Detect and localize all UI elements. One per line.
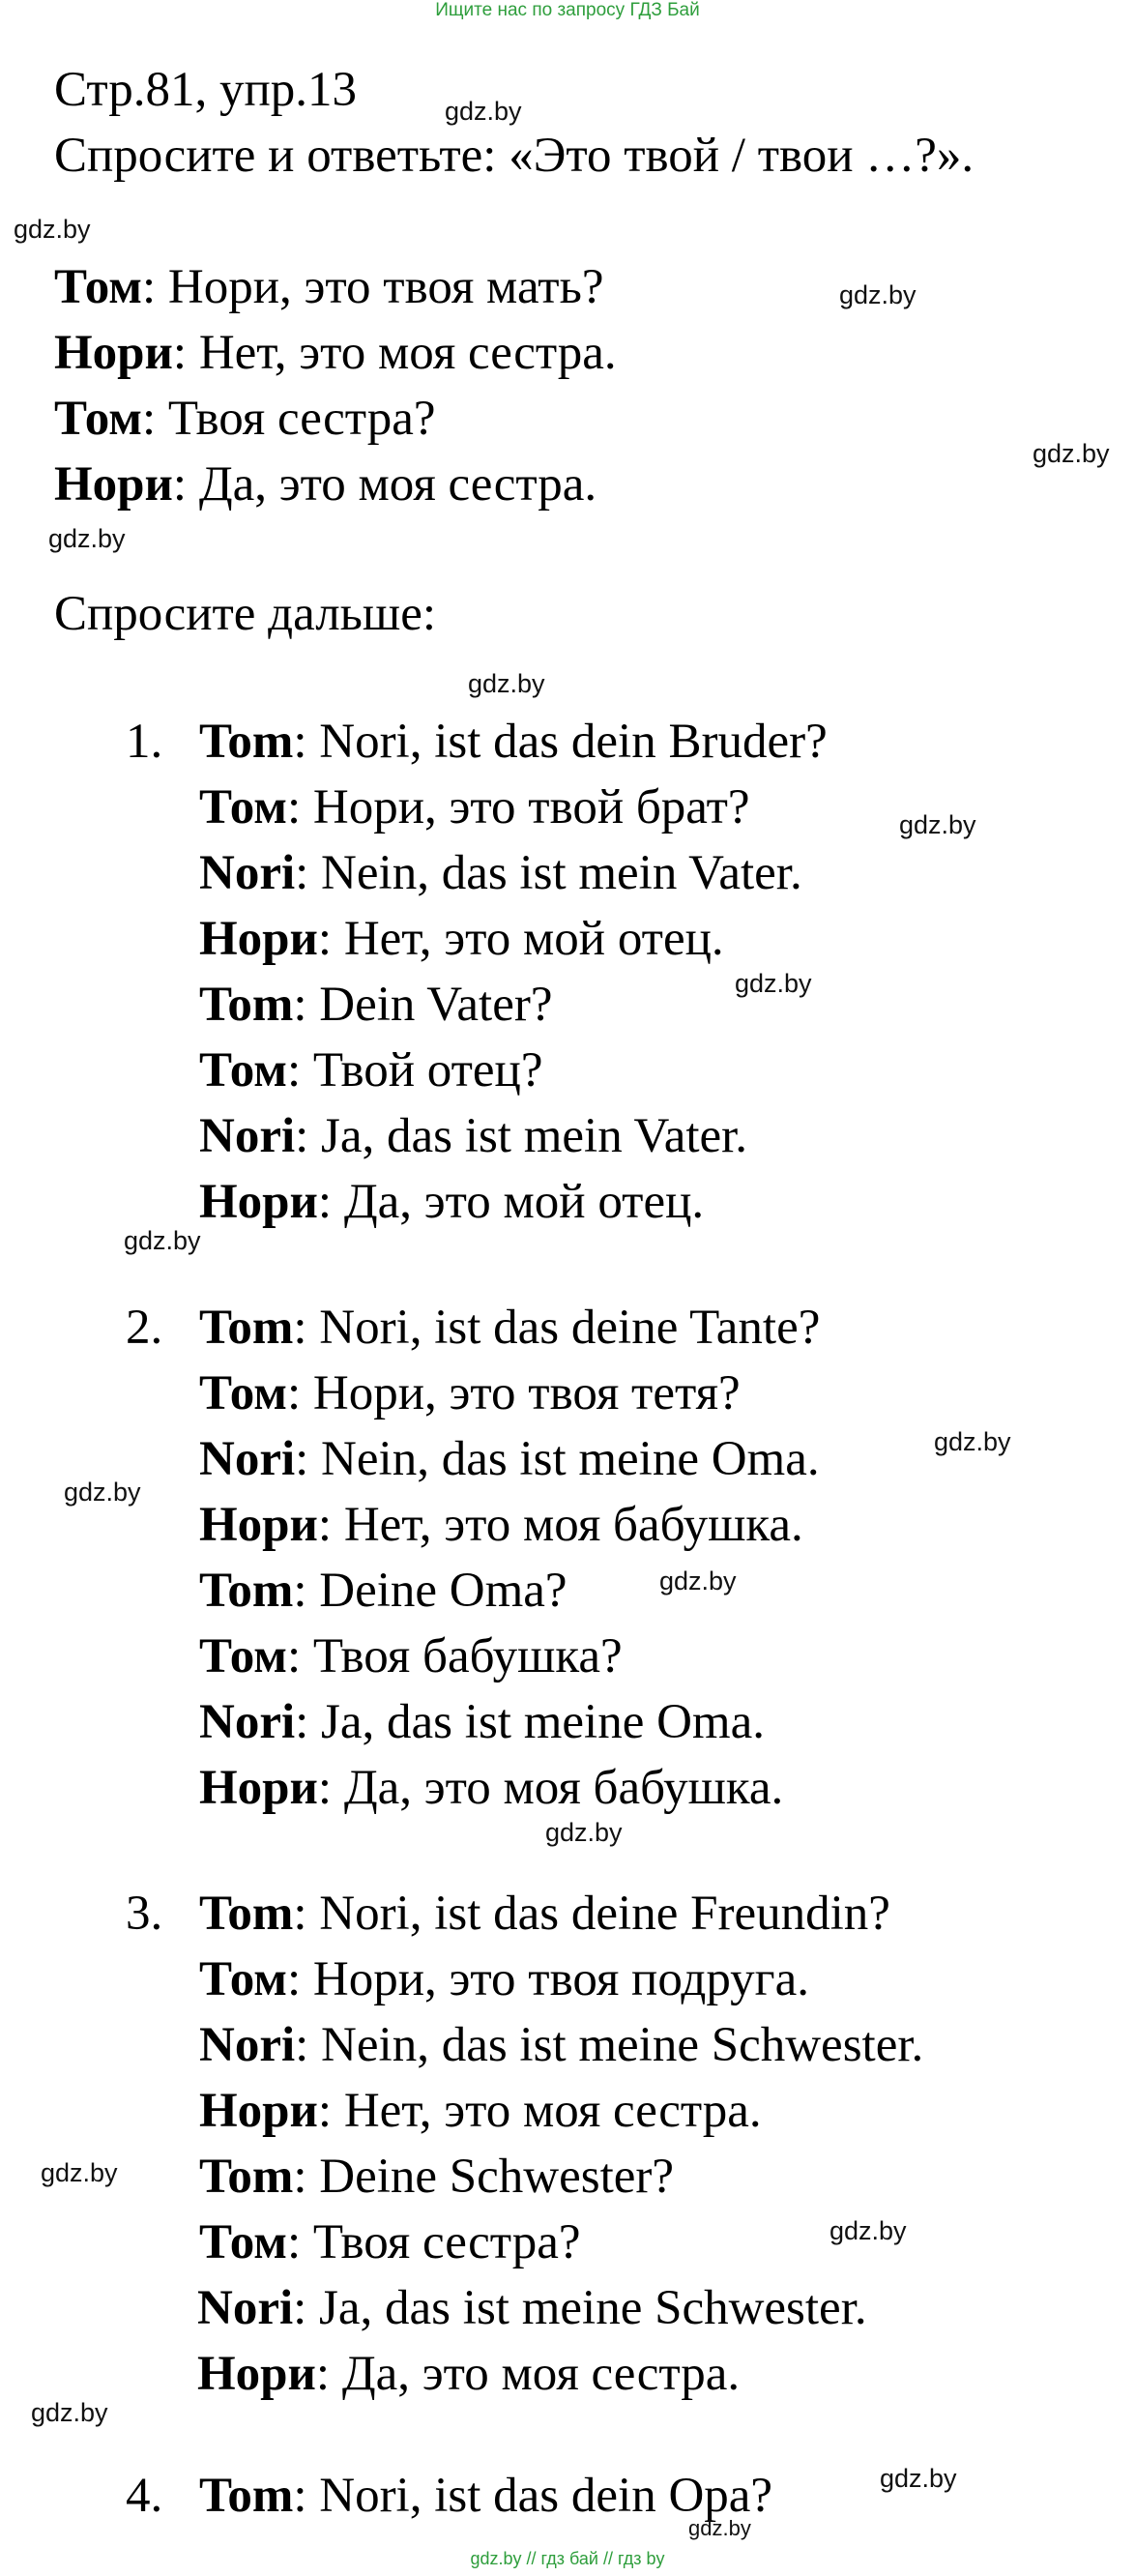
speaker: Nori [199, 1695, 296, 1749]
dialog-line [199, 1889, 890, 1939]
item-number: 2. [126, 1301, 163, 1355]
speaker: Том [199, 1629, 287, 1683]
speaker: Том [199, 780, 287, 834]
speaker: Tom [199, 1564, 294, 1618]
watermark: gdz.by [839, 280, 917, 309]
watermark: gdz.by [124, 1226, 201, 1255]
speaker: Tom [199, 1301, 294, 1355]
line-text: : Да, это моя сестра. [172, 457, 597, 512]
dialog-line [199, 1695, 765, 1749]
speaker: Том [199, 1043, 287, 1098]
example-line [54, 457, 597, 512]
line-text: : Да, это моя бабушка. [317, 1761, 784, 1815]
watermark: gdz.by [445, 97, 522, 126]
speaker: Нори [54, 457, 173, 512]
speaker: Nori [199, 2018, 296, 2072]
line-text: : Nori, ist das deine Tante? [293, 1301, 821, 1355]
line-text: : Твой отец? [287, 1043, 543, 1098]
dialog-line [199, 2469, 773, 2523]
speaker: Нори [199, 1175, 318, 1229]
watermark: gdz.by [688, 2516, 751, 2540]
dialog-line [197, 2281, 867, 2335]
speaker: Tom [199, 1887, 294, 1941]
watermark: gdz.by [934, 1427, 1011, 1456]
dialog-line [199, 717, 828, 767]
speaker: Nori [197, 2281, 294, 2335]
watermark: gdz.by [468, 669, 545, 698]
line-text: : Твоя сестра? [287, 2215, 581, 2269]
item-number: 4. [126, 2469, 163, 2523]
example-line [54, 260, 604, 314]
line-text: : Nein, das ist meine Oma. [295, 1432, 820, 1486]
dialog-line [199, 978, 553, 1032]
line-text: : Да, это моя сестра. [315, 2347, 741, 2401]
watermark: gdz.by [659, 1566, 737, 1595]
watermark: gdz.by [64, 1478, 141, 1507]
dialog-line [199, 1303, 820, 1353]
item-number: 3. [126, 1887, 163, 1941]
speaker: Том [54, 392, 142, 446]
line-text: : Ja, das ist mein Vater. [295, 1109, 748, 1163]
line-text: : Nein, das ist meine Schwester. [295, 2018, 924, 2072]
speaker: Tom [199, 2469, 294, 2523]
dialog-line [199, 1175, 705, 1229]
footer-link[interactable]: gdz.by // гдз бай // гдз by [470, 2549, 665, 2568]
dialog-line [199, 1432, 820, 1486]
speaker: Том [54, 260, 142, 314]
watermark: gdz.by [880, 2464, 957, 2493]
dialog-line [199, 1761, 784, 1815]
line-text: : Да, это мой отец. [317, 1175, 705, 1229]
dialog-line [199, 2084, 762, 2138]
dialog-line [199, 846, 802, 900]
speaker: Том [199, 2215, 287, 2269]
dialog-line [199, 1043, 543, 1098]
watermark: gdz.by [899, 810, 976, 839]
instruction: Спросите и ответьте: «Это твой / твои …?». [54, 129, 975, 183]
line-text: : Твоя бабушка? [287, 1629, 623, 1683]
dialog-line [197, 2347, 741, 2401]
page-title: Стр.81, упр.13 [54, 63, 358, 117]
speaker: Нори [199, 2084, 318, 2138]
line-text: : Нори, это твоя мать? [142, 260, 604, 314]
example-line [54, 392, 436, 446]
speaker: Nori [199, 1432, 296, 1486]
dialog-line [199, 1366, 741, 1420]
line-text: : Deine Oma? [293, 1564, 568, 1618]
dialog-line [199, 1498, 803, 1552]
item-number: 1. [126, 715, 163, 769]
speaker: Tom [199, 2150, 294, 2204]
line-text: : Nori, ist das dein Opa? [293, 2469, 773, 2523]
line-text: : Deine Schwester? [293, 2150, 675, 2204]
watermark: gdz.by [31, 2398, 108, 2427]
speaker: Том [199, 1366, 287, 1420]
line-text: : Nori, ist das dein Bruder? [293, 715, 828, 769]
continue-label: Спросите дальше: [54, 587, 437, 641]
dialog-line [199, 1952, 809, 2006]
watermark: gdz.by [48, 524, 126, 553]
dialog-line [199, 1566, 568, 1616]
speaker: Tom [199, 978, 294, 1032]
line-text: : Dein Vater? [293, 978, 553, 1032]
speaker: Том [199, 1952, 287, 2006]
speaker: Нори [199, 1498, 318, 1552]
dialog-line [199, 912, 724, 966]
dialog-line [199, 780, 750, 834]
speaker: Tom [199, 715, 294, 769]
line-text: : Nein, das ist mein Vater. [295, 846, 802, 900]
line-text: : Ja, das ist meine Schwester. [293, 2281, 867, 2335]
speaker: Нори [199, 912, 318, 966]
line-text: : Нори, это твоя подруга. [287, 1952, 809, 2006]
speaker: Nori [199, 1109, 296, 1163]
watermark: gdz.by [735, 969, 812, 998]
line-text: : Нори, это твоя тетя? [287, 1366, 741, 1420]
line-text: : Нори, это твой брат? [287, 780, 750, 834]
watermark: gdz.by [829, 2216, 907, 2245]
speaker: Нори [197, 2347, 316, 2401]
dialog-line [199, 2018, 924, 2072]
dialog-line [199, 1629, 623, 1683]
dialog-line [199, 2152, 674, 2202]
header-link[interactable]: Ищите нас по запросу ГДЗ Бай [435, 0, 700, 20]
line-text: : Нет, это моя бабушка. [317, 1498, 803, 1552]
line-text: : Нет, это моя сестра. [172, 326, 617, 380]
dialog-line [199, 2215, 581, 2269]
line-text: : Твоя сестра? [142, 392, 436, 446]
line-text: : Нет, это моя сестра. [317, 2084, 762, 2138]
watermark: gdz.by [14, 215, 91, 244]
speaker: Nori [199, 846, 296, 900]
watermark: gdz.by [545, 1818, 623, 1847]
line-text: : Нет, это мой отец. [317, 912, 724, 966]
line-text: : Ja, das ist meine Oma. [295, 1695, 765, 1749]
speaker: Нори [199, 1761, 318, 1815]
example-line [54, 326, 617, 380]
dialog-line [199, 1109, 748, 1163]
watermark: gdz.by [41, 2158, 118, 2187]
watermark: gdz.by [1033, 439, 1110, 468]
speaker: Нори [54, 326, 173, 380]
line-text: : Nori, ist das deine Freundin? [293, 1887, 890, 1941]
